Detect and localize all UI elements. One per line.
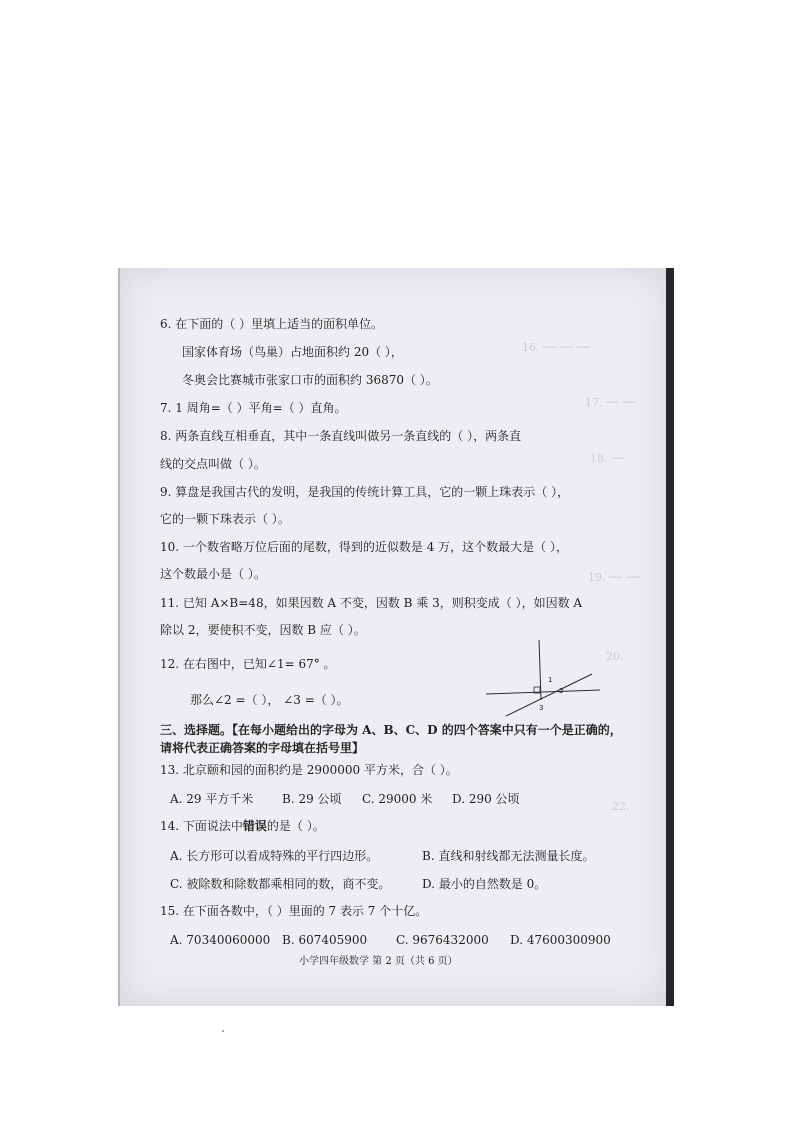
section-3-heading-line-2: 请将代表正确答案的字母填在括号里】: [160, 741, 365, 755]
question-13-option-a: A. 29 平方千米: [170, 792, 254, 806]
question-13-option-b: B. 29 公顷: [282, 792, 342, 806]
bleed-through-mark: 17. ── ──: [585, 396, 636, 409]
bleed-through-mark: 20.: [606, 650, 624, 663]
question-15-option-d: D. 47600300900: [510, 933, 611, 947]
bleed-through-mark: 19. ── ──: [588, 571, 639, 584]
bleed-through-mark: 22.: [612, 800, 630, 813]
angle-1-label: 1: [548, 676, 553, 684]
question-6-line-1: 国家体育场（鸟巢）占地面积约 20（ ），: [182, 345, 403, 359]
question-15-stem: 15. 在下面各数中，（ ）里面的 7 表示 7 个十亿。: [160, 904, 428, 918]
question-14-stem: [160, 818, 325, 834]
question-14-stem-emphasis: 错误: [242, 819, 267, 833]
bleed-through-mark: 18. ──: [590, 452, 625, 465]
question-8-line-1: 8. 两条直线互相垂直，其中一条直线叫做另一条直线的（ ），两条直: [160, 429, 522, 443]
horizontal-line: [486, 690, 600, 694]
question-15-option-a: A. 70340060000: [170, 933, 271, 947]
question-14-option-b: B. 直线和射线都无法测量长度。: [422, 849, 595, 863]
question-6-line-2: 冬奥会比赛城市张家口市的面积约 36870（ ）。: [182, 373, 438, 387]
question-14-option-c: C. 被除数和除数都乘相同的数，商不变。: [170, 877, 391, 891]
question-6-title: 6. 在下面的（ ）里填上适当的面积单位。: [160, 317, 384, 331]
question-13-option-c: C. 29000 米: [362, 792, 433, 806]
page-footer: 小学四年级数学 第 2 页（共 6 页）: [299, 956, 458, 967]
angle-figure: [484, 638, 604, 718]
angle-2-label: 2: [559, 687, 564, 695]
question-8-line-2: 线的交点叫做（ ）。: [160, 457, 266, 471]
question-13-option-d: D. 290 公顷: [452, 792, 520, 806]
question-12-line-1: 12. 在右图中，已知∠1= 67° 。: [160, 657, 336, 671]
question-12-line-2: 那么∠2 =（ ）， ∠3 =（ ）。: [190, 693, 349, 707]
question-10-line-2: 这个数最小是（ ）。: [160, 567, 266, 581]
angle-3-label: 3: [539, 704, 544, 712]
question-14-option-a: A. 长方形可以看成特殊的平行四边形。: [170, 849, 379, 863]
question-14-stem-pre: 14. 下面说法中: [160, 819, 243, 833]
question-11-line-2: 除以 2，要使积不变，因数 B 应（ ）。: [160, 623, 366, 637]
question-7: 7. 1 周角=（ ）平角=（ ）直角。: [160, 401, 347, 415]
question-11-line-1: 11. 已知 A×B=48，如果因数 A 不变，因数 B 乘 3，则积变成（ ），如因数 A: [160, 596, 583, 610]
question-10-line-1: 10. 一个数省略万位后面的尾数，得到的近似数是 4 万，这个数最大是（ ），: [160, 540, 568, 554]
section-3-heading-line-1: 三、选择题。【在每小题给出的字母为 A、B、C、D 的四个答案中只有一个是正确的，: [160, 723, 622, 737]
bleed-through-mark: 16. ── ── ──: [522, 341, 590, 354]
question-9-line-2: 它的一颗下珠表示（ ）。: [160, 512, 290, 526]
question-14-option-d: D. 最小的自然数是 0。: [422, 877, 547, 891]
question-15-option-c: C. 9676432000: [396, 933, 489, 947]
paper-right-edge: [666, 268, 674, 1006]
question-15-option-b: B. 607405900: [282, 933, 368, 947]
speck: [222, 1030, 224, 1032]
question-13-stem: 13. 北京颐和园的面积约是 2900000 平方米，合（ ）。: [160, 763, 458, 777]
question-14-stem-post: 的是（ ）。: [266, 819, 325, 833]
question-9-line-1: 9. 算盘是我国古代的发明，是我国的传统计算工具，它的一颗上珠表示（ ），: [160, 485, 570, 499]
